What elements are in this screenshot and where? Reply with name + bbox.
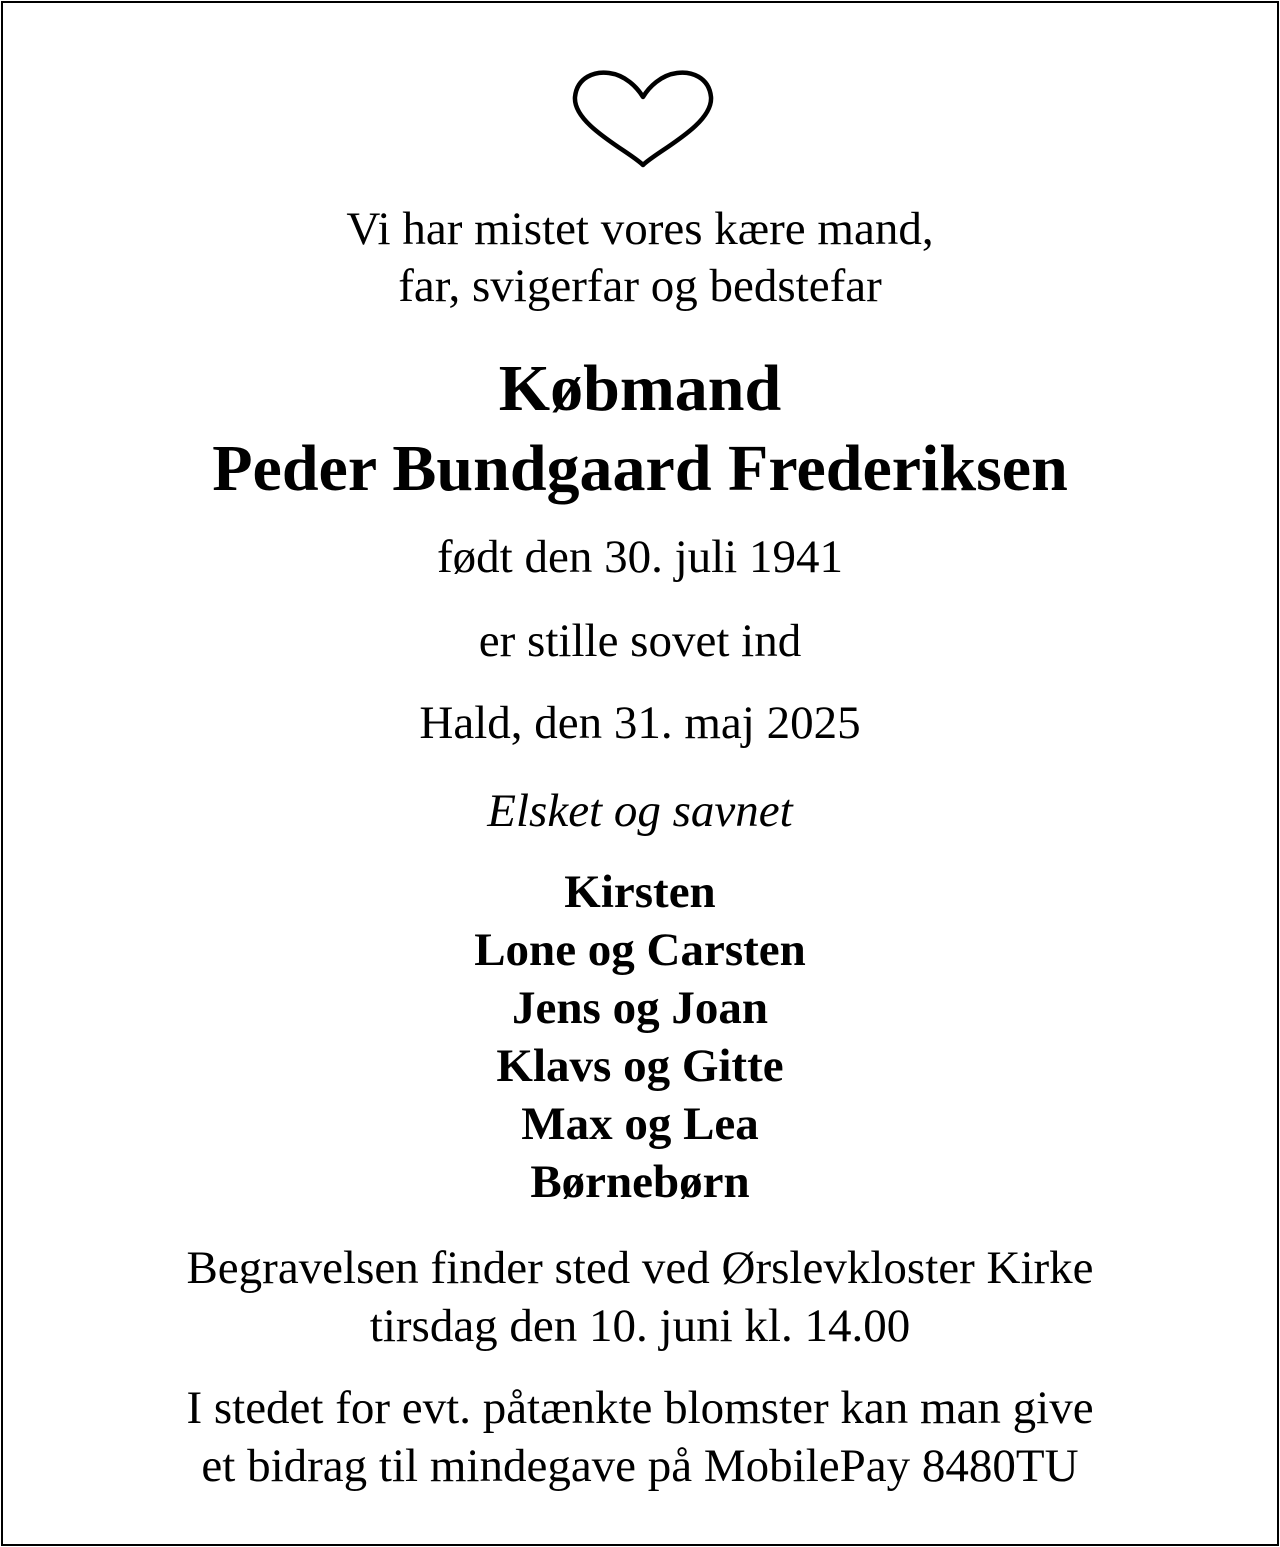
deceased-title: Købmand <box>498 352 782 425</box>
family-member: Klavs og Gitte <box>496 1040 784 1092</box>
family-member: Børnebørn <box>530 1156 750 1208</box>
heart-icon <box>569 67 717 171</box>
intro-text <box>3 201 1277 315</box>
funeral-info <box>3 1239 1277 1355</box>
family-member: Max og Lea <box>521 1098 759 1150</box>
funeral-line-2: tirsdag den 10. juni kl. 14.00 <box>369 1300 911 1352</box>
donation-info <box>3 1379 1277 1495</box>
funeral-line-1: Begravelsen finder sted ved Ørslevkloster Kirke <box>186 1242 1094 1294</box>
place-and-date: Hald, den 31. maj 2025 <box>419 697 861 749</box>
obituary-notice <box>1 1 1279 1546</box>
intro-line-2: far, svigerfar og bedstefar <box>398 260 882 312</box>
donation-line-2: et bidrag til mindegave på MobilePay 8480TU <box>201 1440 1079 1492</box>
intro-line-1: Vi har mistet vores kære mand, <box>346 203 934 255</box>
loved-and-missed: Elsket og savnet <box>487 785 793 837</box>
donation-line-1: I stedet for evt. påtænkte blomster kan man give <box>186 1382 1094 1434</box>
family-list <box>3 863 1277 1211</box>
family-member: Lone og Carsten <box>474 924 806 976</box>
family-member: Jens og Joan <box>512 982 768 1034</box>
passed-away-text: er stille sovet ind <box>478 615 802 667</box>
deceased-name: Peder Bundgaard Frederiksen <box>212 432 1068 505</box>
family-member: Kirsten <box>564 866 716 918</box>
deceased-heading <box>3 349 1277 509</box>
birth-date: født den 30. juli 1941 <box>437 531 843 583</box>
